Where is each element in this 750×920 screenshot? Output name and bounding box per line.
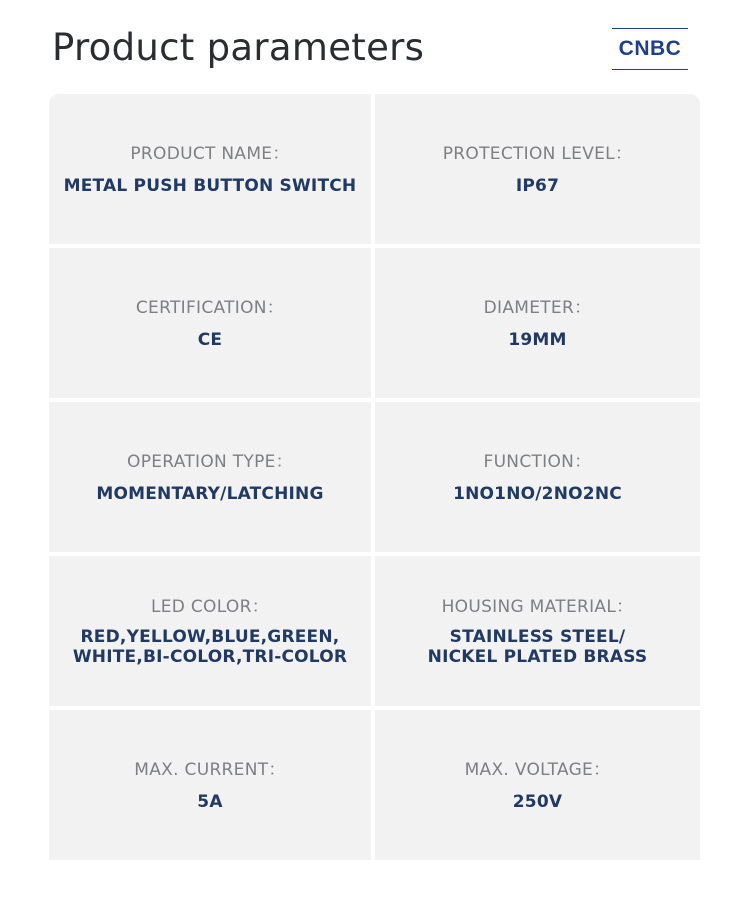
param-value: 19MM — [508, 329, 567, 350]
param-cell-certification — [49, 248, 371, 398]
brand-logo — [612, 28, 688, 70]
param-cell-protection-level — [375, 94, 700, 244]
param-cell-product-name — [49, 94, 371, 244]
param-label: LED COLOR： — [150, 596, 269, 617]
param-cell-housing-material — [375, 556, 700, 706]
param-label: FUNCTION： — [483, 451, 592, 472]
param-label: MAX. VOLTAGE： — [464, 759, 611, 780]
page-title: Product parameters — [52, 26, 425, 69]
param-cell-led-color — [49, 556, 371, 706]
param-value: 1NO1NO/2NO2NC — [453, 483, 622, 504]
param-value: RED,YELLOW,BLUE,GREEN, WHITE,BI-COLOR,TRI-COLOR — [72, 626, 348, 667]
parameters-grid — [49, 94, 700, 860]
param-value: MOMENTARY/LATCHING — [96, 483, 324, 504]
param-cell-function — [375, 402, 700, 552]
param-cell-max-current — [49, 710, 371, 860]
param-label: OPERATION TYPE： — [127, 451, 293, 472]
param-label: PRODUCT NAME： — [130, 143, 290, 164]
param-label: PROTECTION LEVEL： — [442, 143, 633, 164]
param-value: 250V — [512, 791, 563, 812]
param-label: HOUSING MATERIAL： — [441, 596, 634, 617]
param-value: CE — [197, 329, 223, 350]
param-value: IP67 — [515, 175, 560, 196]
param-cell-max-voltage — [375, 710, 700, 860]
param-label: DIAMETER： — [483, 297, 592, 318]
param-label: MAX. CURRENT： — [134, 759, 286, 780]
param-cell-operation-type — [49, 402, 371, 552]
param-cell-diameter — [375, 248, 700, 398]
param-value: STAINLESS STEEL/ NICKEL PLATED BRASS — [427, 626, 648, 667]
param-value: 5A — [197, 791, 223, 812]
param-label: CERTIFICATION： — [135, 297, 285, 318]
brand-logo-text: CNBC — [618, 37, 682, 60]
param-value: METAL PUSH BUTTON SWITCH — [63, 175, 357, 196]
